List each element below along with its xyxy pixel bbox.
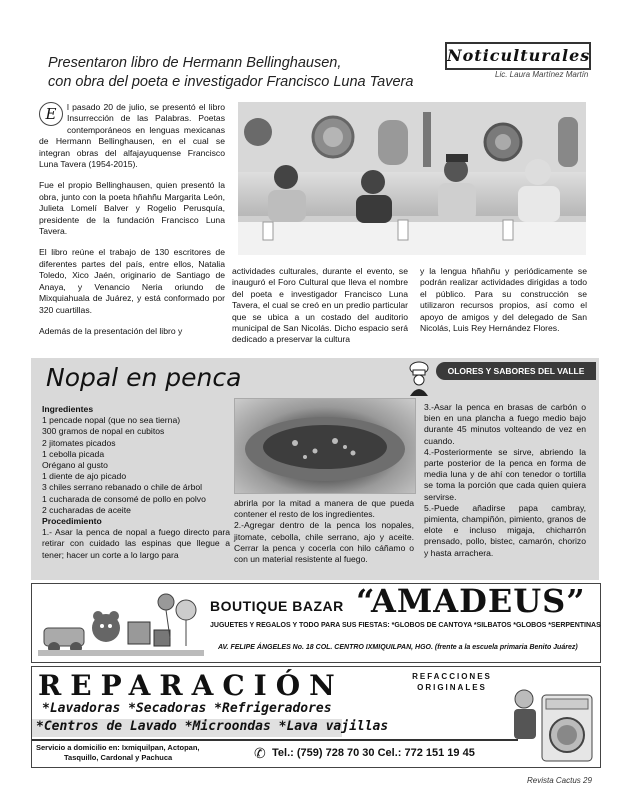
ad-reparacion-service-area (36, 743, 200, 762)
recipe-column-3 (424, 402, 586, 559)
washing-machine-icon (498, 685, 596, 765)
ingredient-item: 2 jitomates picados (42, 437, 116, 448)
article-paragraph-1: l pasado 20 de julio, se presentó el libro Insurrección de las Palabras. Poetas contemporáneos en lenguas mexicanas de Hermann Bellinghausen, en el cual se integran obras del alfajayuquense Francisco Luna Tavera (1954-2015). (39, 102, 225, 170)
article-column-1 (39, 102, 225, 358)
page-number: 29 (583, 776, 592, 785)
service-area-line-1: Servicio a domicilio en: Ixmiquilpan, Actopan, (36, 743, 200, 752)
ad-reparacion-services-2: *Centros de Lavado *Microondas *Lava vajillas (36, 719, 389, 734)
ingredient-item: 1 diente de ajo picado (42, 471, 127, 482)
recipe-step-4: 4.-Posteriormente se sirve, abriendo la parte posterior de la penca en forma de media luna y de ahí con tenedor o tortilla se toma la porción que cada quien quiera servirse. (424, 446, 586, 502)
ingredient-item: 1 pencade nopal (que no sea tierna) (42, 415, 181, 426)
article-column-3: y la lengua hñahñu y periódicamente se podrán realizar actividades dirigidas a todo el público. Para su construcción se utilizaron recursos propios, así como el apoyo de amigos y del delegado de San Nicolás, Luis Rey Hernández Flores. (420, 266, 587, 334)
ad-amadeus (31, 583, 601, 663)
ad-amadeus-name: “AMADEUS” (356, 582, 586, 620)
event-photo (238, 102, 586, 255)
ingredient-item: 1 cucharada de consomé de pollo en polvo (42, 493, 206, 504)
ad-reparacion-services-1: *Lavadoras *Secadoras *Refrigeradores (42, 701, 332, 716)
ad-reparacion-phones: Tel.: (759) 728 70 30 Cel.: 772 151 19 45 (272, 747, 475, 759)
author-byline: Lic. Laura Martínez Martín (495, 70, 589, 79)
ad-amadeus-prefix: BOUTIQUE BAZAR (210, 598, 344, 614)
section-label-noticulturales: Noticulturales (445, 42, 591, 70)
ingredient-item: Orégano al gusto (42, 460, 108, 471)
ad-reparacion-title: REPARACIÓN (38, 669, 344, 702)
ingredient-item: 3 chiles serrano rebanado o chile de árbol (42, 482, 203, 493)
ad-amadeus-products: JUGUETES Y REGALOS Y TODO PARA SUS FIESTAS: *GLOBOS DE CANTOYA *SILBATOS *GLOBOS *SERPENTINAS (210, 622, 601, 629)
toys-illustration (36, 588, 206, 658)
recipe-column-2 (234, 498, 414, 565)
page-footer (527, 776, 592, 785)
article-paragraph-2: Fue el propio Bellinghausen, quien presentó la obra, junto con la poeta hñahñu Margarita León, Julieta Lomelí Balver y Rogelio Perusquía, presidente de la fundación Francisco Luna Tavera. (39, 180, 225, 237)
recipe-step-1a: 1.- Asar la penca de nopal a fuego directo para retirar con cuidado las espinas que llegue a tener; hacer un corte a lo largo para (42, 527, 230, 560)
ingredient-item: 1 cebolla picada (42, 448, 105, 459)
ad-amadeus-address: AV. FELIPE ÁNGELES No. 18 COL. CENTRO IXMIQUILPAN, HGO. (frente a la escuela primaria Benito Juárez) (218, 644, 578, 651)
magazine-name: Revista Cactus (527, 776, 581, 785)
section-label-olores: OLORES Y SABORES DEL VALLE (436, 362, 596, 380)
service-area-line-2: Tasquillo, Cardonal y Pachuca (64, 752, 173, 762)
recipe-column-1 (42, 404, 230, 561)
ad-reparacion (31, 666, 601, 768)
ingredients-heading: Ingredientes (42, 404, 94, 414)
ad-reparacion-refacciones: REFACCIONES ORIGINALES (412, 672, 492, 692)
drop-cap: E (39, 102, 63, 126)
recipe-step-3: 3.-Asar la penca en brasas de carbón o bien en una plancha a fuego medio bajo durante 45 minutos volteando de vez en cuando. (424, 402, 586, 446)
article-paragraph-3: El libro reúne el trabajo de 130 escritores de diferentes partes del país, entre ellos, Natalia Toledo, Xico Jaén, originario de Santiago de Anaya, y Venancio Neria oriundo de Mixquiahuala de Juárez, y está conformado por 320 cuartillas. (39, 247, 225, 315)
phone-icon: ✆ (254, 745, 266, 761)
headline-line-1: Presentaron libro de Hermann Bellinghausen, (48, 55, 342, 71)
nopal-photo (234, 398, 416, 494)
article-column-2: actividades culturales, durante el evento, se inauguró el Foro Cultural que lleva el nombre del poeta e investigador Francisco Luna Tavera, el cual se creó en un predio particular que se ubica a un costado del auditorio municipal de San Nicolás. Dicho espacio será dedicado a preservar la cultura (232, 266, 408, 345)
event-photo-illustration (238, 102, 586, 255)
recipe-title: Nopal en penca (46, 363, 242, 392)
headline-line-2: con obra del poeta e investigador Francisco Luna Tavera (48, 74, 414, 90)
procedure-heading: Procedimiento (42, 516, 102, 527)
article-paragraph-4: Además de la presentación del libro y (39, 325, 183, 336)
recipe-step-2: 2.-Agregar dentro de la penca los nopales, jitomate, cebolla, chile serrano, ajo y aceite. Cerrar la penca y cocerla con hilo cáñamo o con un material resistente al fuego. (234, 520, 414, 565)
ingredient-item: 300 gramos de nopal en cubitos (42, 426, 165, 437)
recipe-step-5: 5.-Puede añadirse papa cambray, pimienta, champiñón, pimiento, granos de elote e incluso migaja, chicharrón prensado, pollo, bistec, camarón, chorizo y hasta arrachera. (424, 502, 586, 558)
chef-icon (404, 360, 434, 398)
divider (32, 739, 518, 741)
ingredient-item: 2 cucharadas de aceite (42, 504, 131, 515)
headline (48, 54, 443, 92)
recipe-step-1b: abrirla por la mitad a manera de que pueda contener el resto de los ingredientes. (234, 498, 414, 520)
